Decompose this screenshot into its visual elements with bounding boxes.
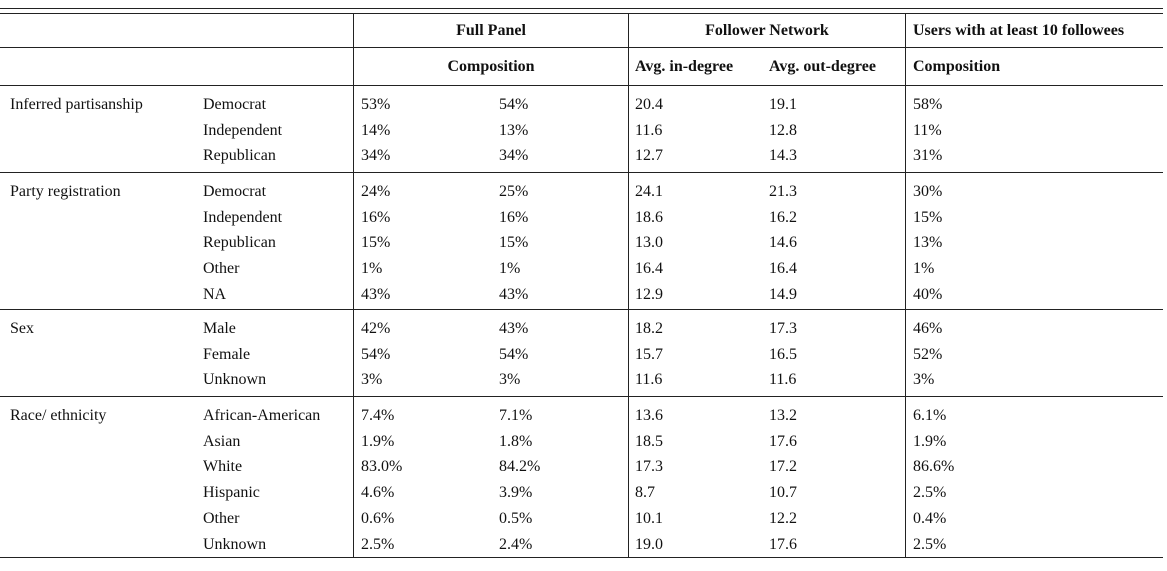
fullpanel-comp-a-cell: 1% [361,260,383,277]
fullpanel-comp-b-cell: 3% [499,371,521,388]
category-cell: Unknown [203,371,267,388]
header-composition: Composition [447,58,535,75]
fullpanel-comp-a-cell: 16% [361,209,391,226]
users10-comp-cell: 58% [913,96,943,113]
top-rule-1 [0,8,1163,9]
col-sep-network [628,13,629,558]
fullpanel-comp-b-cell: 25% [499,183,529,200]
header-rule-2 [0,85,1163,86]
avg-in-degree-cell: 13.6 [635,407,663,424]
header-composition-users10: Composition [913,58,1001,75]
category-cell: Other [203,260,240,277]
header-users-10-followees: Users with at least 10 followees [913,22,1125,39]
fullpanel-comp-a-cell: 43% [361,286,391,303]
avg-in-degree-cell: 8.7 [635,484,655,501]
fullpanel-comp-a-cell: 54% [361,346,391,363]
fullpanel-comp-a-cell: 14% [361,122,391,139]
group-separator-rule [0,309,1163,310]
category-cell: Republican [203,147,276,164]
group-separator-rule [0,172,1163,173]
fullpanel-comp-b-cell: 2.4% [499,536,533,553]
fullpanel-comp-a-cell: 1.9% [361,433,395,450]
users10-comp-cell: 2.5% [913,484,947,501]
header-avg-out-degree: Avg. out-degree [769,58,876,75]
category-cell: Hispanic [203,484,260,501]
fullpanel-comp-b-cell: 1.8% [499,433,533,450]
category-cell: Republican [203,234,276,251]
avg-in-degree-cell: 24.1 [635,183,663,200]
category-cell: Democrat [203,96,267,113]
fullpanel-comp-a-cell: 2.5% [361,536,395,553]
avg-in-degree-cell: 17.3 [635,458,663,475]
fullpanel-comp-a-cell: 42% [361,320,391,337]
users10-comp-cell: 6.1% [913,407,947,424]
users10-comp-cell: 30% [913,183,943,200]
category-cell: Independent [203,209,283,226]
avg-out-degree-cell: 11.6 [769,371,797,388]
users10-comp-cell: 40% [913,286,943,303]
group-label: Sex [10,320,34,337]
avg-out-degree-cell: 16.4 [769,260,797,277]
users10-comp-cell: 11% [913,122,942,139]
top-rule-2 [0,13,1163,14]
category-cell: Female [203,346,251,363]
avg-in-degree-cell: 16.4 [635,260,663,277]
category-cell: NA [203,286,227,303]
users10-comp-cell: 46% [913,320,943,337]
header-avg-in-degree: Avg. in-degree [635,58,734,75]
fullpanel-comp-b-cell: 15% [499,234,529,251]
fullpanel-comp-a-cell: 7.4% [361,407,395,424]
avg-out-degree-cell: 16.5 [769,346,797,363]
avg-out-degree-cell: 14.9 [769,286,797,303]
fullpanel-comp-b-cell: 1% [499,260,521,277]
users10-comp-cell: 31% [913,147,943,164]
avg-in-degree-cell: 11.6 [635,371,663,388]
col-sep-fullpanel [353,13,354,558]
fullpanel-comp-b-cell: 34% [499,147,529,164]
group-label: Inferred partisanship [10,96,143,113]
group-label: Race/ ethnicity [10,407,107,424]
fullpanel-comp-b-cell: 0.5% [499,510,533,527]
category-cell: White [203,458,243,475]
users10-comp-cell: 3% [913,371,935,388]
fullpanel-comp-a-cell: 83.0% [361,458,403,475]
fullpanel-comp-b-cell: 43% [499,320,529,337]
users10-comp-cell: 1.9% [913,433,947,450]
category-cell: Independent [203,122,283,139]
avg-out-degree-cell: 12.8 [769,122,797,139]
fullpanel-comp-a-cell: 34% [361,147,391,164]
category-cell: Democrat [203,183,267,200]
avg-out-degree-cell: 17.6 [769,433,797,450]
fullpanel-comp-b-cell: 43% [499,286,529,303]
fullpanel-comp-a-cell: 3% [361,371,383,388]
avg-out-degree-cell: 14.3 [769,147,797,164]
fullpanel-comp-a-cell: 0.6% [361,510,395,527]
avg-in-degree-cell: 12.9 [635,286,663,303]
avg-out-degree-cell: 14.6 [769,234,797,251]
avg-in-degree-cell: 18.6 [635,209,663,226]
avg-out-degree-cell: 10.7 [769,484,797,501]
avg-in-degree-cell: 19.0 [635,536,663,553]
category-cell: African-American [203,407,321,424]
bottom-rule [0,557,1163,558]
fullpanel-comp-b-cell: 84.2% [499,458,541,475]
avg-in-degree-cell: 12.7 [635,147,663,164]
col-sep-users10 [905,13,906,558]
category-cell: Male [203,320,236,337]
fullpanel-comp-b-cell: 13% [499,122,529,139]
avg-out-degree-cell: 13.2 [769,407,797,424]
fullpanel-comp-a-cell: 53% [361,96,391,113]
fullpanel-comp-b-cell: 54% [499,96,529,113]
fullpanel-comp-b-cell: 54% [499,346,529,363]
users10-comp-cell: 0.4% [913,510,947,527]
avg-in-degree-cell: 15.7 [635,346,663,363]
users10-comp-cell: 2.5% [913,536,947,553]
category-cell: Asian [203,433,241,450]
avg-out-degree-cell: 16.2 [769,209,797,226]
avg-out-degree-cell: 21.3 [769,183,797,200]
fullpanel-comp-a-cell: 15% [361,234,391,251]
fullpanel-comp-b-cell: 7.1% [499,407,533,424]
avg-out-degree-cell: 17.2 [769,458,797,475]
avg-in-degree-cell: 11.6 [635,122,663,139]
users10-comp-cell: 13% [913,234,943,251]
header-follower-network: Follower Network [705,22,829,39]
users10-comp-cell: 52% [913,346,943,363]
header-rule-1 [0,47,1163,48]
group-label: Party registration [10,183,121,200]
avg-out-degree-cell: 17.6 [769,536,797,553]
category-cell: Unknown [203,536,267,553]
users10-comp-cell: 1% [913,260,935,277]
users10-comp-cell: 15% [913,209,943,226]
fullpanel-comp-a-cell: 24% [361,183,391,200]
avg-out-degree-cell: 12.2 [769,510,797,527]
avg-in-degree-cell: 20.4 [635,96,663,113]
fullpanel-comp-a-cell: 4.6% [361,484,395,501]
avg-out-degree-cell: 17.3 [769,320,797,337]
users10-comp-cell: 86.6% [913,458,955,475]
avg-in-degree-cell: 18.2 [635,320,663,337]
fullpanel-comp-b-cell: 3.9% [499,484,533,501]
avg-in-degree-cell: 10.1 [635,510,663,527]
avg-in-degree-cell: 13.0 [635,234,663,251]
category-cell: Other [203,510,240,527]
avg-out-degree-cell: 19.1 [769,96,797,113]
avg-in-degree-cell: 18.5 [635,433,663,450]
header-full-panel: Full Panel [456,22,526,39]
group-separator-rule [0,396,1163,397]
fullpanel-comp-b-cell: 16% [499,209,529,226]
